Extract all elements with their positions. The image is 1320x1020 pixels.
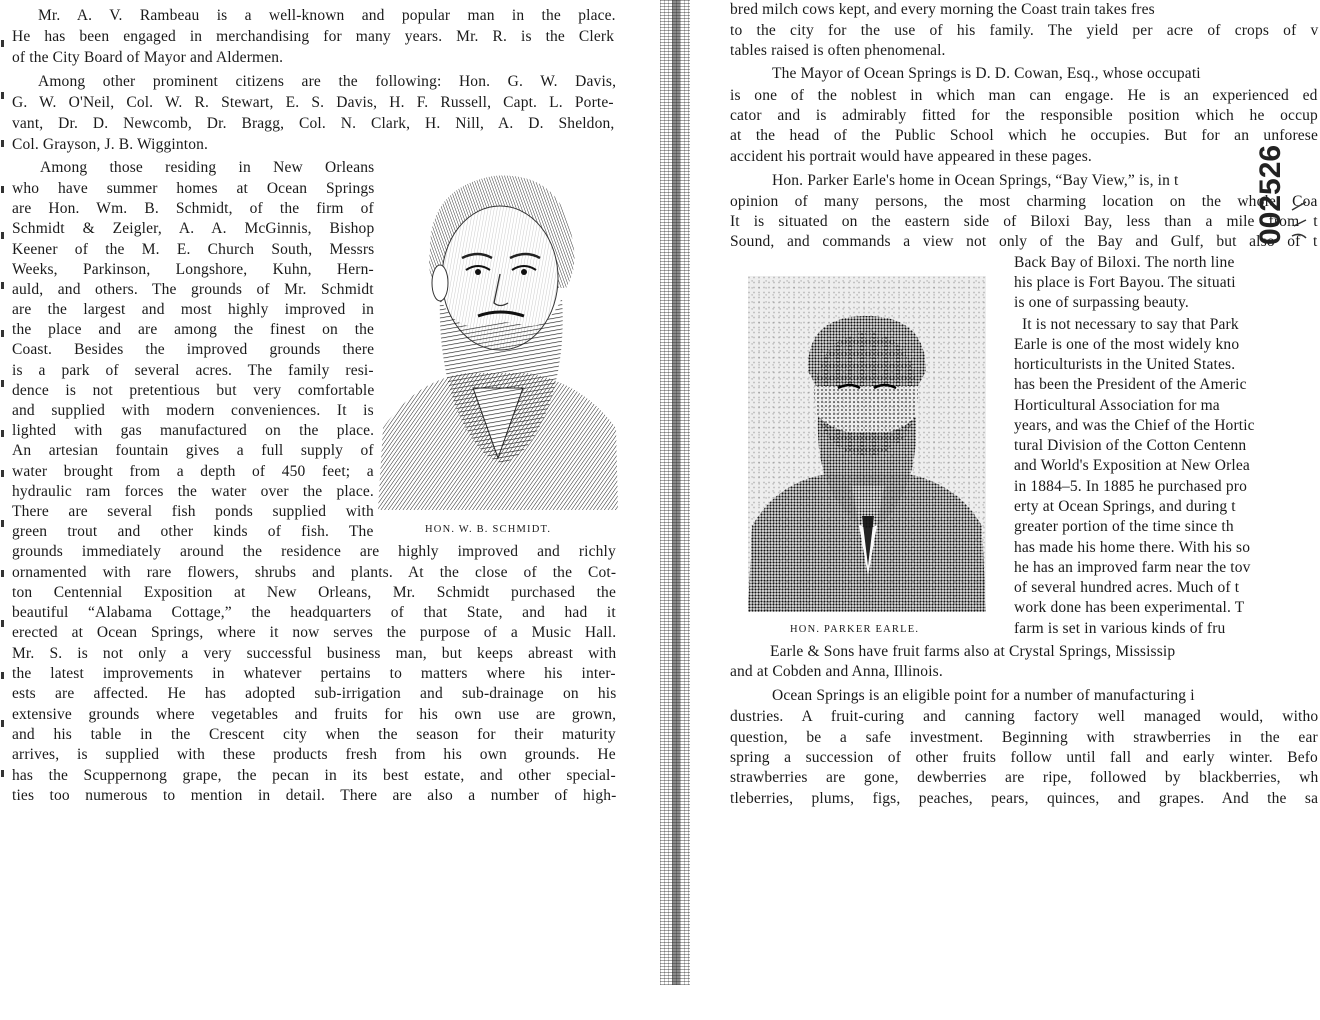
right-text-line: The Mayor of Ocean Springs is D. D. Cowan, Esq., whose occupati <box>772 65 1201 82</box>
left-text-line: erected at Ocean Springs, where it now serves the purpose of a Music Hall. <box>12 624 617 641</box>
left-text-line: ornamented with rare flowers, shrubs and plants. At the close of the Cot- <box>12 564 617 581</box>
left-text-line: are Hon. Wm. B. Schmidt, of the firm of <box>12 200 374 217</box>
left-text-line: ties too numerous to mention in detail. There are also a number of high- <box>12 787 617 804</box>
right-text-line: It is not necessary to say that Park <box>1022 316 1239 333</box>
right-text-line: is one of the noblest in which man can engage. He is an experienced ed <box>730 87 1318 104</box>
right-text-line: work done has been experimental. T <box>1014 599 1245 616</box>
left-text-line: auld, and others. The grounds of Mr. Schmidt <box>12 281 374 298</box>
earle-portrait <box>748 276 986 612</box>
left-text-line: is a park of several acres. The family resi- <box>12 362 374 379</box>
right-text-line: has made his home there. With his so <box>1014 539 1251 556</box>
left-text-line: Coast. Besides the improved grounds there <box>12 341 375 358</box>
left-text-line: Schmidt & Zeigler, A. A. McGinnis, Bishop <box>12 220 375 237</box>
right-text-line: is one of surpassing beauty. <box>1014 294 1189 311</box>
right-text-line: strawberries are gone, dewberries are ripe, followed by blackberries, wh <box>730 769 1319 786</box>
left-text-line: An artesian fountain gives a full supply of <box>12 442 374 459</box>
right-text-line: dustries. A fruit-curing and canning factory well managed would, witho <box>730 708 1319 725</box>
right-text-line: horticulturists in the United States. <box>1014 356 1236 373</box>
right-text-line: in 1884–5. In 1885 he purchased pro <box>1014 478 1247 495</box>
right-text-line: spring a succession of other fruits follow until fall and early winter. Befo <box>730 749 1318 766</box>
left-text-line: the place and are among the finest on the <box>12 321 375 338</box>
right-text-line: greater portion of the time since th <box>1014 518 1234 535</box>
right-text-line: Back Bay of Biloxi. The north line <box>1014 254 1235 271</box>
right-text-line: erty at Ocean Springs, and during t <box>1014 498 1236 515</box>
earle-caption: HON. PARKER EARLE. <box>790 624 920 635</box>
left-text-line: green trout and other kinds of fish. The <box>12 523 374 540</box>
right-text-line: Horticultural Association for ma <box>1014 397 1220 414</box>
left-text-line: has the Scuppernong grape, the pecan in its best estate, and other special- <box>12 767 616 784</box>
left-text-line: Among those residing in New Orleans <box>40 159 375 176</box>
stamp-number: 002526 <box>1254 144 1287 245</box>
right-text-line: years, and was the Chief of the Hortic <box>1014 417 1255 434</box>
left-text-line: vant, Dr. D. Newcomb, Dr. Bragg, Col. N. Clark, H. Nill, A. D. Sheldon, <box>12 115 615 132</box>
right-text-line: It is situated on the eastern side of Biloxi Bay, less than a mile from t <box>730 213 1318 230</box>
left-text-line: Mr. S. is not only a very successful business man, but keeps abreast with <box>12 645 617 662</box>
left-text-line: of the City Board of Mayor and Aldermen. <box>12 49 284 66</box>
left-text-line: dence is not pretentious but very comfortable <box>12 382 375 399</box>
right-text-line: he has an improved farm near the tov <box>1014 559 1251 576</box>
left-text-line: ton Centennial Exposition at New Orleans, Mr. Schmidt purchased the <box>12 584 616 601</box>
right-text-line: his place is Fort Bayou. The situati <box>1014 274 1236 291</box>
margin-marks <box>0 0 8 820</box>
left-text-line: and his table in the Crescent city when the season for their maturity <box>12 726 616 743</box>
right-text-line: of several hundred acres. Much of t <box>1014 579 1240 596</box>
right-text-line: Earle is one of the most widely kno <box>1014 336 1240 353</box>
left-text-line: Col. Grayson, J. B. Wigginton. <box>12 136 209 153</box>
right-text-line: and at Cobden and Anna, Illinois. <box>730 663 943 680</box>
right-text-line: has been the President of the Americ <box>1014 376 1247 393</box>
left-text-line: Weeks, Parkinson, Longshore, Kuhn, Hern- <box>12 261 374 278</box>
left-text-line: lighted with gas manufactured on the place. <box>12 422 375 439</box>
schmidt-portrait <box>378 158 618 510</box>
right-text-line: to the city for the use of his family. The yield per acre of crops of v <box>730 22 1319 39</box>
left-text-line: are the largest and most highly improved in <box>12 301 375 318</box>
right-text-line: tables raised is often phenomenal. <box>730 42 946 59</box>
left-text-line: Keener of the M. E. Church South, Messrs <box>12 241 375 258</box>
right-text-line: at the head of the Public School which he occupies. But for an unforese <box>730 127 1318 144</box>
right-text-line: farm is set in various kinds of fru <box>1014 620 1226 637</box>
left-text-line: He has been engaged in merchandising for many years. Mr. R. is the Clerk <box>12 28 615 45</box>
right-text-line: tleberries, plums, figs, peaches, pears, quinces, and grapes. And the sa <box>730 790 1319 807</box>
left-text-line: the latest improvements in whatever pertains to matters where his inter- <box>12 665 616 682</box>
schmidt-caption: HON. W. B. SCHMIDT. <box>425 524 552 535</box>
left-text-line: G. W. O'Neil, Col. W. R. Stewart, E. S. Davis, H. F. Russell, Capt. L. Porte- <box>12 94 614 111</box>
left-text-line: There are several fish ponds supplied with <box>12 503 374 520</box>
left-text-line: and supplied with modern conveniences. It is <box>12 402 374 419</box>
left-text-line: Among other prominent citizens are the following: Hon. G. W. Davis, <box>38 73 617 90</box>
right-text-line: Sound, and commands a view not only of the Bay and Gulf, but also of t <box>730 233 1318 250</box>
right-text-line: bred milch cows kept, and every morning the Coast train takes fres <box>730 1 1155 18</box>
right-text-line: cator and is admirably fitted for the responsible position which he occup <box>730 107 1318 124</box>
right-text-line: tural Division of the Cotton Centenn <box>1014 437 1247 454</box>
left-text-line: ests are affected. He has adopted sub-irrigation and sub-drainage on his <box>12 685 617 702</box>
left-text-line: hydraulic ram forces the water over the place. <box>12 483 374 500</box>
left-text-line: beautiful “Alabama Cottage,” the headquarters of that State, and had it <box>12 604 616 621</box>
right-text-line: and World's Exposition at New Orlea <box>1014 457 1250 474</box>
right-text-line: opinion of many persons, the most charming location on the whole Coa <box>730 193 1318 210</box>
left-text-line: arrives, is supplied with these products fresh from his own grounds. He <box>12 746 616 763</box>
right-text-line: accident his portrait would have appeared in these pages. <box>730 148 1092 165</box>
left-text-line: Mr. A. V. Rambeau is a well-known and popular man in the place. <box>38 7 616 24</box>
left-text-line: water brought from a depth of 450 feet; a <box>12 463 374 480</box>
right-text-line: Ocean Springs is an eligible point for a number of manufacturing i <box>772 687 1195 704</box>
archive-stamp <box>1248 140 1308 250</box>
left-text-line: extensive grounds where vegetables and fruits for his own use are grown, <box>12 706 617 723</box>
right-text-line: Earle & Sons have fruit farms also at Crystal Springs, Mississip <box>770 643 1176 660</box>
left-text-line: who have summer homes at Ocean Springs <box>12 180 375 197</box>
left-page <box>0 0 640 1020</box>
left-text-line: grounds immediately around the residence are highly improved and richly <box>12 543 616 560</box>
right-text-line: Hon. Parker Earle's home in Ocean Springs, “Bay View,” is, in t <box>772 172 1179 189</box>
right-text-line: question, be a safe investment. Beginning with strawberries in the ear <box>730 729 1318 746</box>
binding-shadow <box>672 0 680 985</box>
